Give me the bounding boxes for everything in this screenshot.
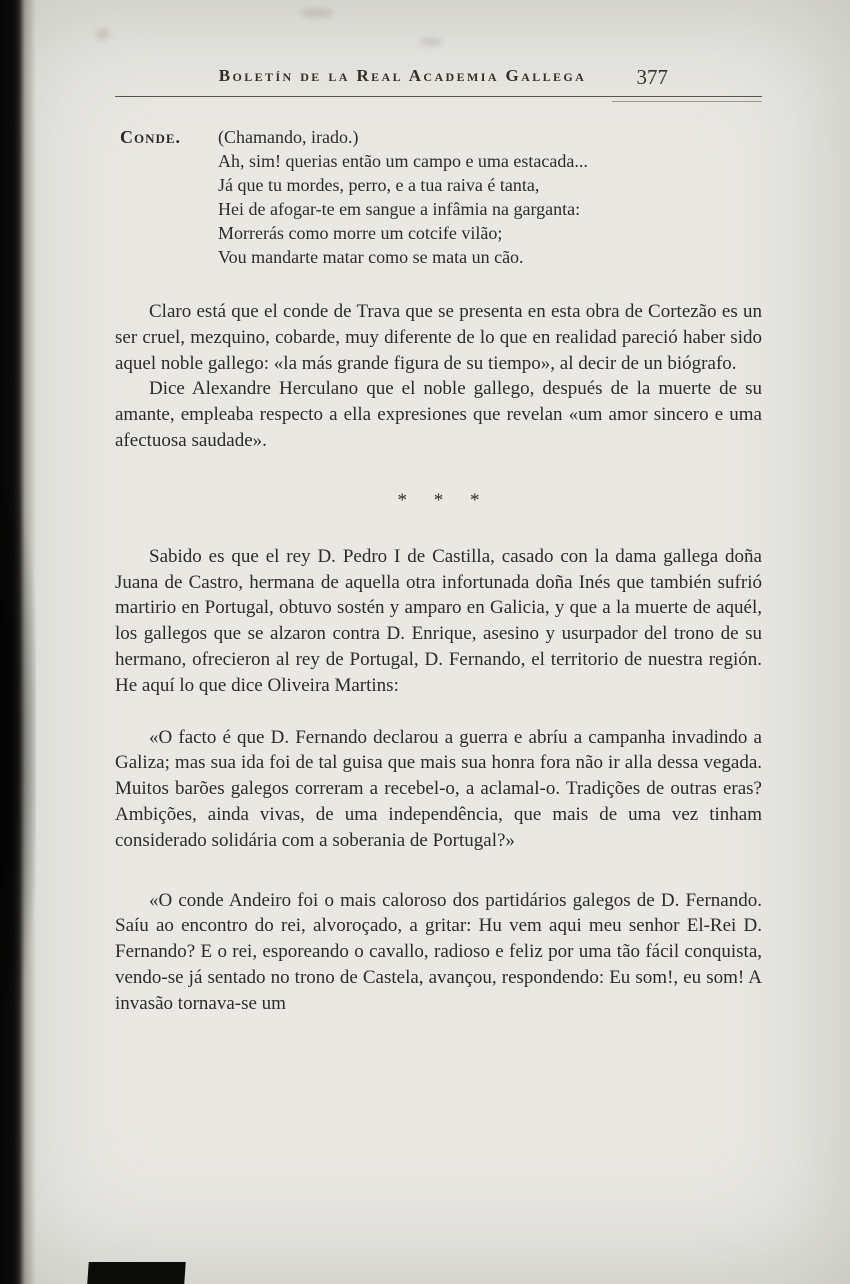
- prose-body: [115, 299, 762, 1017]
- paragraph: «O conde Andeiro foi o mais caloroso dos partidários galegos de D. Fernando. Saíu ao encontro do rei, alvoroçado, a gritar: Hu vem aqui meu senhor El-Rei D. Fernando? E o rei, esporeando o cavallo, radioso e feliz por uma tão fácil conquista, vendo-se já sentado no trono de Castela, avançou, respondendo: Eu som!, eu som! A invasão tornava-se um: [115, 889, 762, 1014]
- running-head: [115, 66, 762, 92]
- verse-line: Já que tu mordes, perro, e a tua raiva é tanta,: [218, 175, 540, 195]
- header-sub-rule: [612, 101, 762, 102]
- scan-smudge: [96, 28, 110, 40]
- page-number: 377: [636, 65, 668, 89]
- scan-smudge: [420, 38, 442, 46]
- speaker-name: Conde.: [120, 127, 182, 147]
- paragraph: Claro está que el conde de Trava que se presenta en esta obra de Cortezão es un ser cruel, mezquino, cobarde, muy diferente de lo que en realidad pareció haber sido aquel noble gallego: «la más grande figura de su tiempo», al decir de un biógrafo.: [115, 301, 762, 374]
- verse-block: [218, 149, 762, 269]
- verse-line: Ah, sim! querias então um campo e uma estacada...: [218, 151, 588, 171]
- stage-direction: (Chamando, irado.): [218, 127, 359, 147]
- verse-line: Morrerás como morre um cotcife vilão;: [218, 223, 503, 243]
- verse-line: Hei de afogar-te em sangue a infâmia na garganta:: [218, 199, 581, 219]
- paragraph: Dice Alexandre Herculano que el noble gallego, después de la muerte de su amante, empleaba respecto a ella expresiones que revelan «um amor sincero e uma afectuosa saudade».: [115, 378, 762, 451]
- section-separator: * * *: [397, 489, 491, 511]
- header-rule: [115, 96, 762, 97]
- speaker-row: [115, 125, 762, 149]
- journal-title: Boletín de la Real Academia Gallega: [218, 66, 587, 85]
- book-binding-shadow: [0, 0, 36, 1284]
- verse-line: Vou mandarte matar como se mata un cão.: [218, 247, 524, 267]
- paragraph: Sabido es que el rey D. Pedro I de Castilla, casado con la dama gallega doña Juana de Castro, hermana de aquella otra infortunada doña Inés que también sufrió martirio en Portugal, obtuvo sostén y amparo en Galicia, y que a la muerte de aquél, los gallegos que se alzaron contra D. Enrique, asesino y usurpador del trono de su hermano, ofrecieron al rey de Portugal, D. Fernando, el territorio de nuestra región. He aquí lo que dice Oliveira Martins:: [115, 545, 762, 696]
- play-excerpt: [115, 125, 762, 269]
- scan-smudge: [300, 8, 334, 18]
- paragraph: «O facto é que D. Fernando declarou a guerra e abríu a campanha invadindo a Galiza; mas sua ida foi de tal guisa que mais sua honra fora não ir alla dessa vegada. Muitos barões galegos correram a recebel-o, a aclamal-o. Tradições de outras eras? Ambições, ainda vivas, de uma independência, que mais de uma vez tinham considerado solidária com a soberania de Portugal?»: [115, 726, 762, 851]
- page-content: [115, 66, 762, 1017]
- scan-artifact-mark: [87, 1262, 186, 1284]
